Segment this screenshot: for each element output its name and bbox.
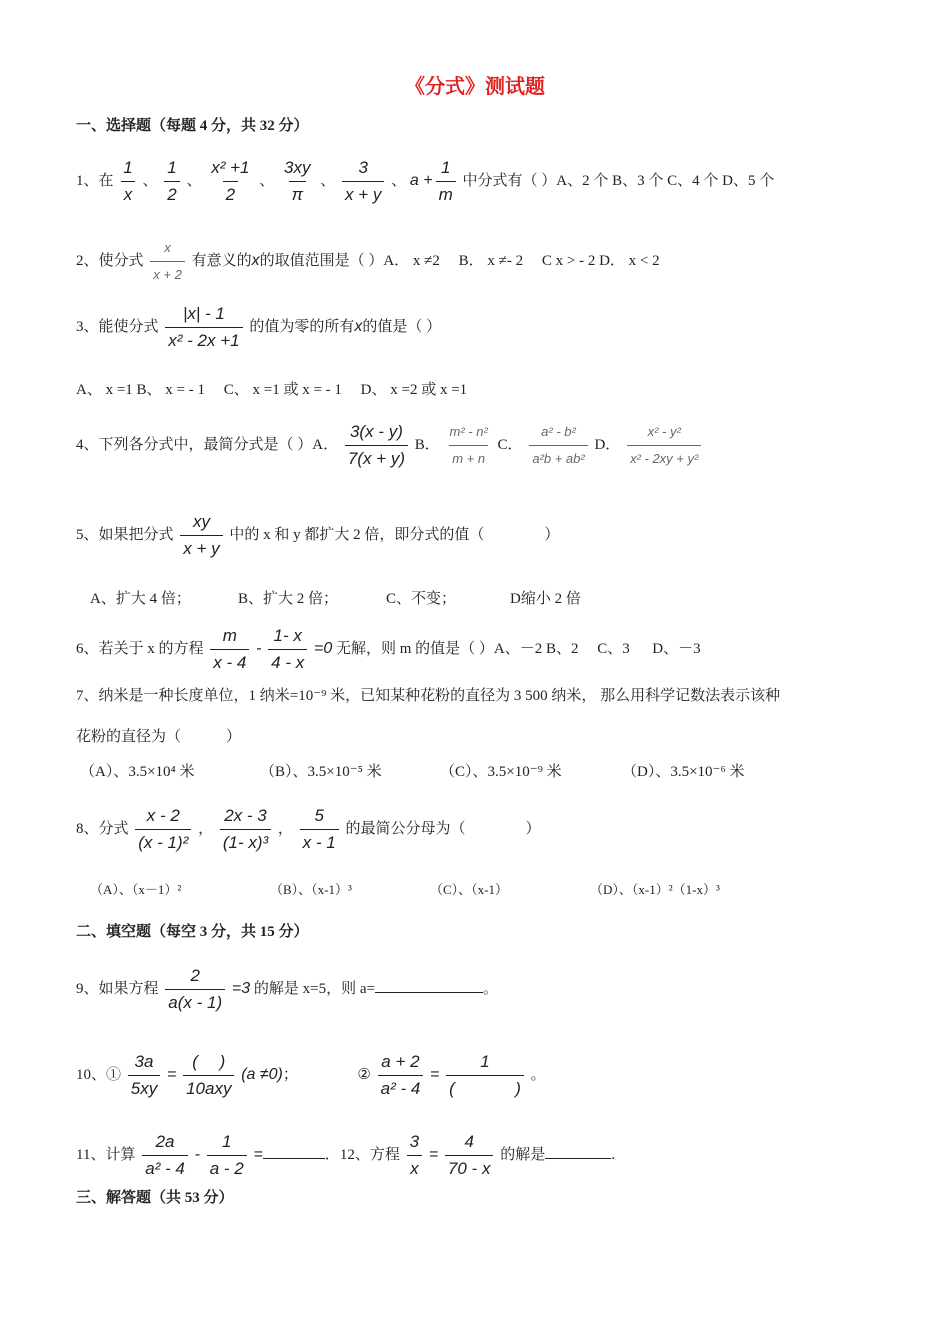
q9-equals: =3 <box>231 979 251 997</box>
question-6 <box>76 626 701 673</box>
question-1 <box>76 158 774 205</box>
question-3 <box>76 304 441 351</box>
q2-suffix: 的取值范围是（ ）A． x ≠2 B． x ≠- 2 C x > - 2 D． x < 2 <box>259 252 660 269</box>
q10-fraction-2[interactable]: ( ) 10axy <box>183 1052 234 1099</box>
q11-fraction-1: $\frac{2a}{\text{a² - 4}}$ <box>142 1132 188 1179</box>
question-11-12 <box>76 1132 615 1179</box>
q3-prefix: 3、能使分式 <box>76 318 159 335</box>
question-5 <box>76 512 559 559</box>
q3-fraction: $\frac{|x| - 1}{\text{x² - 2x +1}}$ <box>165 304 242 351</box>
q4-option-c-fraction: $\frac{\text{a² - b²}}{\text{a²b + ab²}}$ <box>529 422 587 469</box>
question-4 <box>76 422 704 469</box>
q7-option-a: （A）、3.5×10⁴ 米 <box>80 764 195 780</box>
q1-prefix: 1、在 <box>76 172 114 189</box>
q7-line-2: 花粉的直径为（ ） <box>76 729 242 745</box>
q2-fraction: $\frac{x}{x + 2}$ <box>150 238 185 285</box>
q11-answer-blank[interactable] <box>263 1144 325 1159</box>
equals-sign: = <box>166 1065 177 1083</box>
q6-fraction-1: $\frac{m}{x - 4}$ <box>210 626 249 673</box>
q12-fraction-2: $\frac{4}{70 - x}$ <box>445 1132 494 1179</box>
q10-fraction-4[interactable]: 1 ( ) <box>446 1052 524 1099</box>
question-2 <box>76 238 660 285</box>
equals-sign: = <box>253 1145 263 1163</box>
q4-label-d: D． <box>594 436 621 453</box>
q10-fraction-1: $\frac{3a}{5xy}$ <box>128 1052 160 1099</box>
q9-suffix: 的解是 x=5，则 a= <box>253 980 375 997</box>
separator: 、 <box>186 172 202 189</box>
q8-suffix: 的最简公分母为（ ） <box>345 820 541 837</box>
q8-option-b: （B）、（x-1）³ <box>270 882 352 897</box>
q1-fraction-3: $\frac{\text{x² +1}}{2}$ <box>211 158 250 204</box>
q12-end: . <box>611 1146 615 1163</box>
q7-option-b: （B）、3.5×10⁻⁵ 米 <box>260 764 382 780</box>
q5-fraction: $\frac{xy}{x + y}$ <box>180 512 222 559</box>
minus-sign: - <box>194 1145 200 1163</box>
q1-suffix: 中分式有（ ）A、2 个 B、3 个 C、4 个 D、5 个 <box>462 172 775 189</box>
q7-option-d: （D）、3.5×10⁻⁶ 米 <box>622 764 745 780</box>
q1-expr-lead: a + <box>409 171 433 189</box>
q3-options: A、 x =1 B、 x = - 1 C、 x =1 或 x = - 1 D、 x =2 或 x =1 <box>76 382 468 398</box>
q6-equals: =0 <box>313 639 333 657</box>
q12-answer-blank[interactable] <box>545 1144 611 1159</box>
q5-option-a: A、扩大 4 倍； <box>90 591 191 607</box>
comma: ， <box>198 820 214 837</box>
q11-prefix: 11、计算 <box>76 1146 136 1163</box>
q8-option-c: （C）、（x-1） <box>430 882 509 897</box>
q12-suffix: 的解是 <box>500 1146 546 1163</box>
q2-mid: 有意义的 <box>191 252 252 269</box>
q9-end: 。 <box>482 980 498 997</box>
q1-fraction-1: $\frac{1}{x}$ <box>120 158 135 205</box>
q4-label-c: C． <box>497 436 523 453</box>
q5-option-b: B、扩大 2 倍； <box>238 591 339 607</box>
q9-answer-blank[interactable] <box>375 978 483 993</box>
q5-suffix: 中的 x 和 y 都扩大 2 倍，即分式的值（ ） <box>229 526 560 543</box>
section-heading-fill: 二、填空题（每空 3 分，共 15 分） <box>76 924 309 940</box>
q4-option-d-fraction: $\frac{\text{x² - y²}}{\text{x² - 2xy + y²}}$ <box>627 422 701 469</box>
q10-fraction-3: $\frac{a + 2}{\text{a² - 4}}$ <box>378 1052 424 1099</box>
q1-fraction-5: $\frac{3}{x + y}$ <box>342 158 384 205</box>
q8-option-d: （D）、（x-1）²（1-x）³ <box>590 882 720 897</box>
q5-option-c: C、不变； <box>386 591 457 607</box>
q7-line-1: 7、纳米是一种长度单位，1 纳米=10⁻⁹ 米，已知某种花粉的直径为 3 500 纳米， 那么用科学记数法表示该种 <box>76 688 781 704</box>
q3-var: x <box>354 317 363 335</box>
q4-prefix: 4、下列各分式中，最简分式是（ ）A． <box>76 436 339 453</box>
q5-prefix: 5、如果把分式 <box>76 526 174 543</box>
question-9 <box>76 966 498 1013</box>
q6-prefix: 6、若关于 x 的方程 <box>76 640 204 657</box>
q9-prefix: 9、如果方程 <box>76 980 159 997</box>
separator: 、 <box>142 172 158 189</box>
q2-prefix: 2、使分式 <box>76 252 144 269</box>
q10-condition: (a ≠0) <box>241 1065 283 1083</box>
separator: 、 <box>320 172 336 189</box>
q12-prefix: ．12、方程 <box>324 1146 400 1163</box>
q6-suffix: 无解，则 m 的值是（ ）A、－2 B、2 C、3 D、－3 <box>335 640 701 657</box>
q5-option-d: D缩小 2 倍 <box>510 591 581 607</box>
section-heading-solve: 三、解答题（共 53 分） <box>76 1190 234 1206</box>
q8-fraction-1: $\frac{x - 2}{\text{(x - 1)²}}$ <box>135 806 191 853</box>
equals-sign: = <box>428 1145 439 1163</box>
separator: 、 <box>259 172 275 189</box>
q8-option-a: （A）、（x－1）² <box>90 882 182 897</box>
q1-fraction-6: $\frac{1}{m}$ <box>436 158 456 205</box>
q3-suffix: 的值是（ ） <box>362 318 442 335</box>
q8-prefix: 8、分式 <box>76 820 129 837</box>
semicolon: ； <box>282 1066 298 1083</box>
page-title: 《分式》测试题 <box>405 76 545 98</box>
section-heading-choice: 一、选择题（每题 4 分，共 32 分） <box>76 118 309 134</box>
q10-part-2-label: ② <box>357 1066 371 1083</box>
q10-prefix: 10、① <box>76 1066 122 1083</box>
q7-option-c: （C）、3.5×10⁻⁹ 米 <box>440 764 562 780</box>
q1-fraction-4: $\frac{3xy}{\pi}$ <box>284 158 311 204</box>
q10-end: 。 <box>530 1066 546 1083</box>
q4-label-b: B． <box>414 436 440 453</box>
q12-fraction-1: $\frac{3}{x}$ <box>407 1132 422 1179</box>
q9-fraction: $\frac{2}{a(x - 1)}$ <box>165 966 225 1013</box>
q4-option-b-fraction: $\frac{\text{m² - n²}}{m + n}$ <box>447 422 491 469</box>
q8-fraction-3: $\frac{5}{x - 1}$ <box>300 806 339 853</box>
q6-fraction-2: $\frac{1- x}{4 - x}$ <box>268 626 307 673</box>
q1-fraction-2: $\frac{1}{2}$ <box>164 158 179 205</box>
question-8 <box>76 806 541 853</box>
comma: ， <box>277 820 293 837</box>
q11-fraction-2: $\frac{1}{a - 2}$ <box>207 1132 247 1179</box>
q4-option-a-fraction: $\frac{3(x - y)}{7(x + y)}$ <box>345 422 408 469</box>
separator: 、 <box>391 172 407 189</box>
question-10 <box>76 1052 546 1099</box>
minus-sign: - <box>256 639 262 657</box>
equals-sign: = <box>430 1065 440 1083</box>
q3-mid: 的值为零的所有 <box>249 318 355 335</box>
q2-var: x <box>251 251 260 269</box>
q8-fraction-2: $\frac{2x - 3}{\text{(1- x)³}}$ <box>220 806 271 853</box>
